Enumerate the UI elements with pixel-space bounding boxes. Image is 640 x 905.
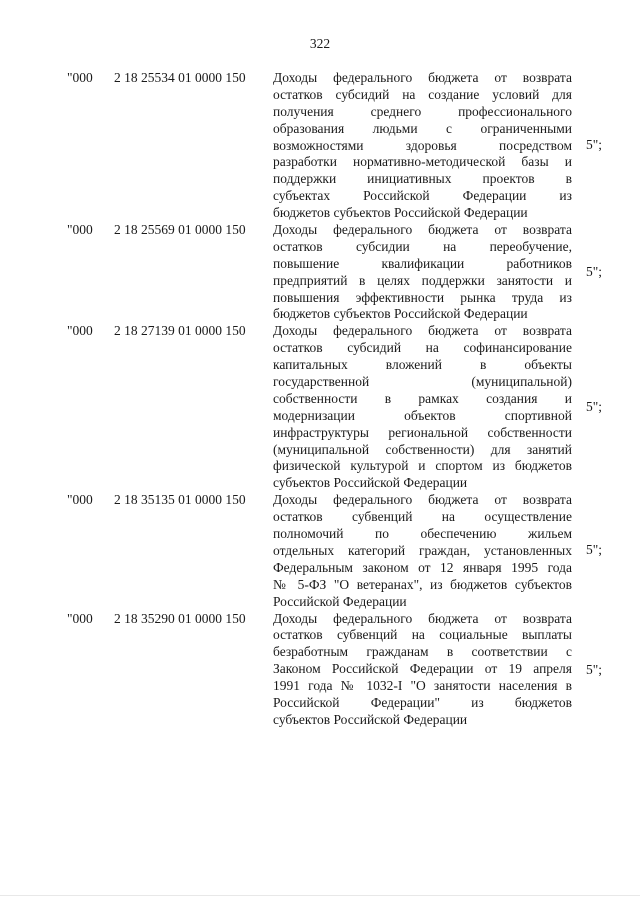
description-line: остатков субвенций на осуществление [273,509,572,525]
description-line: субъектах Российской Федерации из [273,188,572,204]
budget-classification-code: 2 18 27139 01 0000 150 [114,323,246,339]
description-line: разработки нормативно-методической базы и [273,154,572,170]
table-row [0,70,640,222]
description-line: Доходы федерального бюджета от возврата [273,610,572,626]
table-row [0,611,640,729]
description-line: 1991 года № 1032-I "О занятости населения в [273,678,572,694]
description-line: собственности в рамках создания и [273,390,572,406]
code-prefix: "000 [67,222,93,238]
description-line: Доходы федерального бюджета от возврата [273,70,572,85]
description-line: Российской Федерации" из бюджетов [273,694,572,710]
description-line: Доходы федерального бюджета от возврата [273,323,572,339]
table-row [0,492,640,610]
code-prefix: "000 [67,610,93,626]
description-line: остатков субсидии на переобучение, [273,238,572,254]
description-line: субъектов Российской Федерации [273,711,468,727]
table-row [0,222,640,323]
description-line: (муниципальной собственности) для занятий [273,441,572,457]
description-line: повышения эффективности рынка труда из [273,289,572,305]
budget-classification-code: 2 18 25534 01 0000 150 [114,70,246,85]
row-description [273,492,572,610]
description-line: субъектов Российской Федерации [273,475,468,491]
description-line: капитальных вложений в объекты [273,357,572,373]
page-number: 322 [309,36,331,51]
description-line: физической культурой и спортом из бюджетов [273,458,572,474]
description-line: полномочий по обеспечению жильем [273,526,572,542]
row-suffix: 5"; [586,542,603,558]
description-line: Российской Федерации [273,593,407,609]
description-line: остатков субсидий на создание условий для [273,86,572,102]
description-line: безработным гражданам в соответствии с [273,644,572,660]
budget-code-table [0,70,640,729]
code-prefix: "000 [67,492,93,508]
row-description [273,323,572,492]
description-line: бюджетов субъектов Российской Федерации [273,306,528,322]
description-line: остатков субсидий на софинансирование [273,340,572,356]
row-description [273,222,572,323]
description-line: № 5-ФЗ "О ветеранах", из бюджетов субъектов [273,576,572,592]
description-line: государственной (муниципальной) [273,374,572,390]
description-line: Доходы федерального бюджета от возврата [273,222,572,238]
table-row [0,323,640,492]
row-suffix: 5"; [586,399,603,415]
budget-classification-code: 2 18 35135 01 0000 150 [114,492,246,508]
description-line: получения среднего профессионального [273,103,572,119]
row-suffix: 5"; [586,264,603,280]
row-suffix: 5"; [586,137,603,152]
description-line: модернизации объектов спортивной [273,407,572,423]
description-line: Законом Российской Федерации от 19 апреля [273,661,572,677]
description-line: Федеральным законом от 12 января 1995 года [273,559,572,575]
description-line: бюджетов субъектов Российской Федерации [273,205,528,221]
description-line: предприятий в целях поддержки занятости и [273,272,572,288]
description-line: образования людьми с ограниченными [273,120,572,136]
code-prefix: "000 [67,323,93,339]
description-line: поддержки инициативных проектов в [273,171,572,187]
description-line: инфраструктуры региональной собственности [273,424,572,440]
code-prefix: "000 [67,70,93,85]
scan-edge-line [0,895,640,896]
budget-classification-code: 2 18 35290 01 0000 150 [114,610,246,626]
description-line: отдельных категорий граждан, установленных [273,542,572,558]
row-description [273,70,572,222]
description-line: возможностями здоровья посредством [273,137,572,153]
row-suffix: 5"; [586,661,603,677]
budget-classification-code: 2 18 25569 01 0000 150 [114,222,246,238]
description-line: повышение квалификации работников [273,255,572,271]
description-line: Доходы федерального бюджета от возврата [273,492,572,508]
description-line: остатков субвенций на социальные выплаты [273,627,572,643]
row-description [273,611,572,729]
